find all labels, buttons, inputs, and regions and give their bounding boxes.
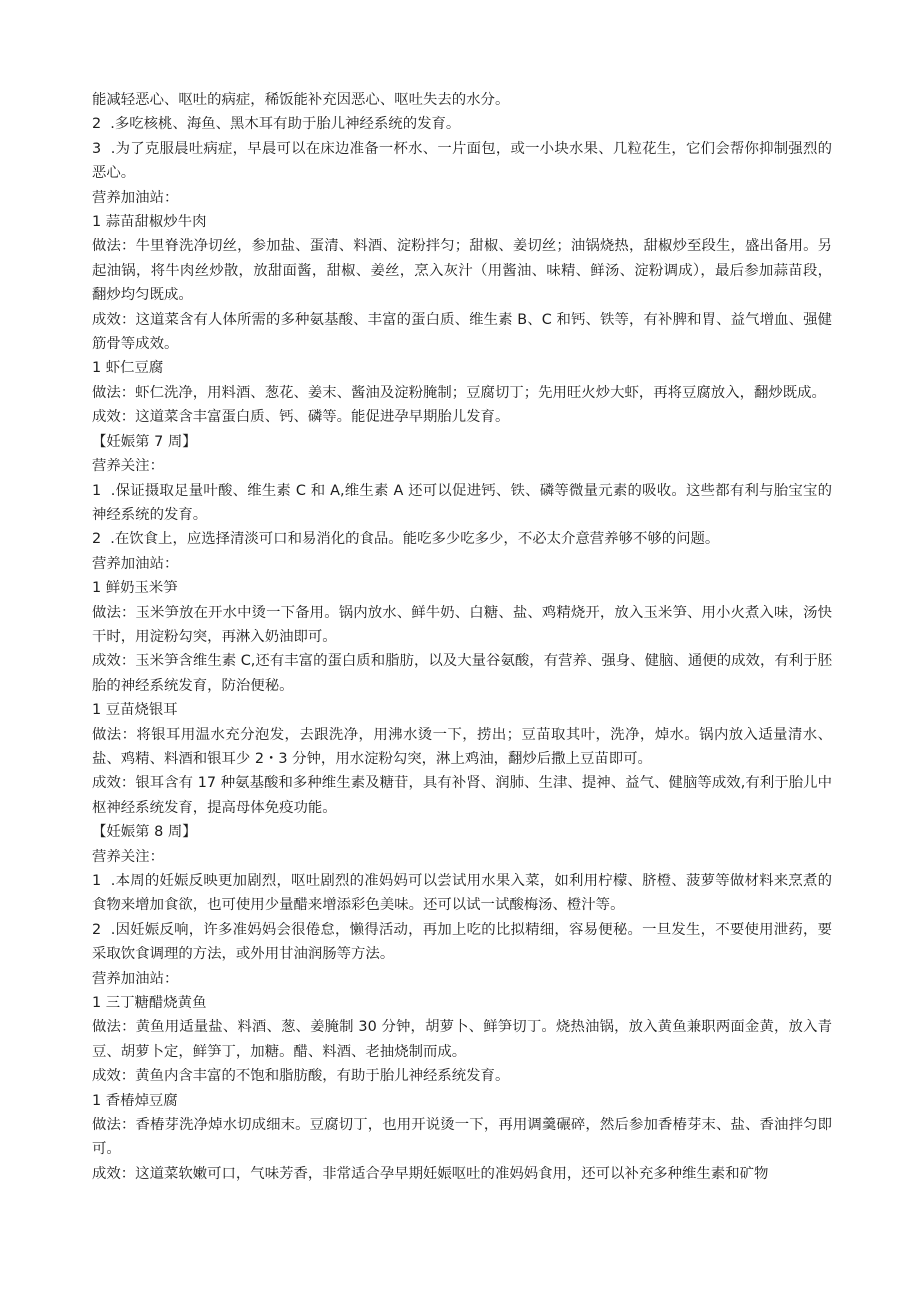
- recipe-method: 做法：牛里脊洗净切丝，参加盐、蛋清、料酒、淀粉拌匀；甜椒、姜切丝；油锅烧热，甜椒炒至段生，盛出备用。另起油锅，将牛肉丝炒散，放甜面酱，甜椒、姜丝，烹入灰汁（用酱油、味精、鲜汤、淀粉调成），最后参加蒜苗段，翻炒均匀既成。: [92, 238, 832, 304]
- numbered-item: 2 .因妊娠反响，许多准妈妈会很倦怠，懒得活动，再加上吃的比拟精细，容易便秘。一旦发生，不要使用泄药，要采取饮食调理的方法，或外用甘油润肠等方法。: [92, 921, 832, 963]
- recipe-method: 做法：黄鱼用适量盐、料酒、葱、姜腌制 30 分钟，胡萝卜、鲜笋切丁。烧热油锅，放入黄鱼兼职两面金黄，放入青豆、胡萝卜定，鲜笋丁，加糖。醋、料酒、老抽烧制而成。: [92, 1019, 832, 1060]
- recipe-effect: 成效：这道菜含丰富蛋白质、钙、磷等。能促进孕早期胎儿发育。: [92, 409, 510, 426]
- recipe-method: 做法：玉米笋放在开水中烫一下备用。锅内放水、鲜牛奶、白糖、盐、鸡精烧开，放入玉米笋、用小火煮入味，汤快干时，用淀粉勾突，再淋入奶油即可。: [92, 604, 832, 645]
- document-page: [92, 88, 832, 1186]
- section-label: 营养加油站：: [92, 970, 179, 987]
- numbered-item: 2 .在饮食上，应选择清淡可口和易消化的食品。能吃多少吃多少，不必太介意营养够不够的问题。: [92, 531, 720, 548]
- recipe-effect: 成效：这道菜含有人体所需的多种氨基酸、丰富的蛋白质、维生素 B、C 和钙、铁等，有补脾和胃、益气增血、强健筋骨等成效。: [92, 311, 832, 353]
- section-label: 营养加油站：: [92, 189, 179, 206]
- dish-title: 1 香椿焯豆腐: [92, 1092, 178, 1109]
- week-heading: 【妊娠第 7 周】: [92, 433, 197, 450]
- recipe-method: 做法：虾仁洗净，用料酒、葱花、姜末、酱油及淀粉腌制；豆腐切丁；先用旺火炒大虾，再将豆腐放入，翻炒既成。: [92, 384, 826, 401]
- section-label: 营养关注：: [92, 458, 164, 475]
- numbered-item: 1 .本周的妊娠反映更加剧烈，呕吐剧烈的准妈妈可以尝试用水果入菜，如利用柠檬、脐橙、菠萝等做材料来烹煮的食物来增加食欲，也可使用少量醋来增添彩色美味。还可以试一试酸梅汤、橙汁等。: [92, 873, 832, 914]
- recipe-method: 做法：将银耳用温水充分泡发，去跟洗净，用沸水烫一下，捞出；豆苗取其叶，洗净，焯水。锅内放入适量清水、盐、鸡精、料酒和银耳少 2・3 分钟，用水淀粉勾突，淋上鸡油，翻炒后撒上豆苗即可。: [92, 726, 832, 767]
- numbered-item: 1 .保证摄取足量叶酸、维生素 C 和 A,维生素 A 还可以促进钙、铁、磷等微量元素的吸收。这些都有利与胎宝宝的神经系统的发育。: [92, 482, 832, 523]
- recipe-effect: 成效：玉米笋含维生素 C,还有丰富的蛋白质和脂肪，以及大量谷氨酸，有营养、强身、健脑、通便的成效，有利于胚胎的神经系统发育，防治便秘。: [92, 653, 832, 694]
- numbered-item: 2 .多吃核桃、海鱼、黑木耳有助于胎儿神经系统的发育。: [92, 116, 461, 133]
- recipe-effect: 成效：黄鱼内含丰富的不饱和脂肪酸，有助于胎儿神经系统发育。: [92, 1068, 510, 1085]
- week-heading: 【妊娠第 8 周】: [92, 824, 197, 841]
- paragraph: 能减轻恶心、呕吐的病症，稀饭能补充因恶心、呕吐失去的水分。: [92, 92, 510, 108]
- dish-title: 1 虾仁豆腐: [92, 360, 164, 377]
- numbered-item: 3 .为了克服晨吐病症，早晨可以在床边准备一杯水、一片面包，或一小块水果、几粒花生，它们会帮你抑制强烈的恶心。: [92, 140, 832, 182]
- recipe-effect: 成效：银耳含有 17 种氨基酸和多种维生素及糖苷，具有补肾、润肺、生津、提神、益气、健脑等成效,有利于胎儿中枢神经系统发育，提高母体免疫功能。: [92, 775, 832, 816]
- dish-title: 1 豆苗烧银耳: [92, 702, 178, 719]
- dish-title: 1 三丁糖醋烧黄鱼: [92, 995, 207, 1012]
- section-label: 营养加油站：: [92, 555, 179, 572]
- recipe-method: 做法：香椿芽洗净焯水切成细末。豆腐切丁，也用开说烫一下，再用调羹碾碎，然后参加香椿芽末、盐、香油拌匀即可。: [92, 1117, 832, 1158]
- dish-title: 1 蒜苗甜椒炒牛肉: [92, 214, 207, 231]
- recipe-effect: 成效：这道菜软嫩可口，气味芳香，非常适合孕早期妊娠呕吐的准妈妈食用，还可以补充多种维生素和矿物: [92, 1165, 769, 1182]
- dish-title: 1 鲜奶玉米笋: [92, 580, 178, 597]
- section-label: 营养关注：: [92, 848, 164, 865]
